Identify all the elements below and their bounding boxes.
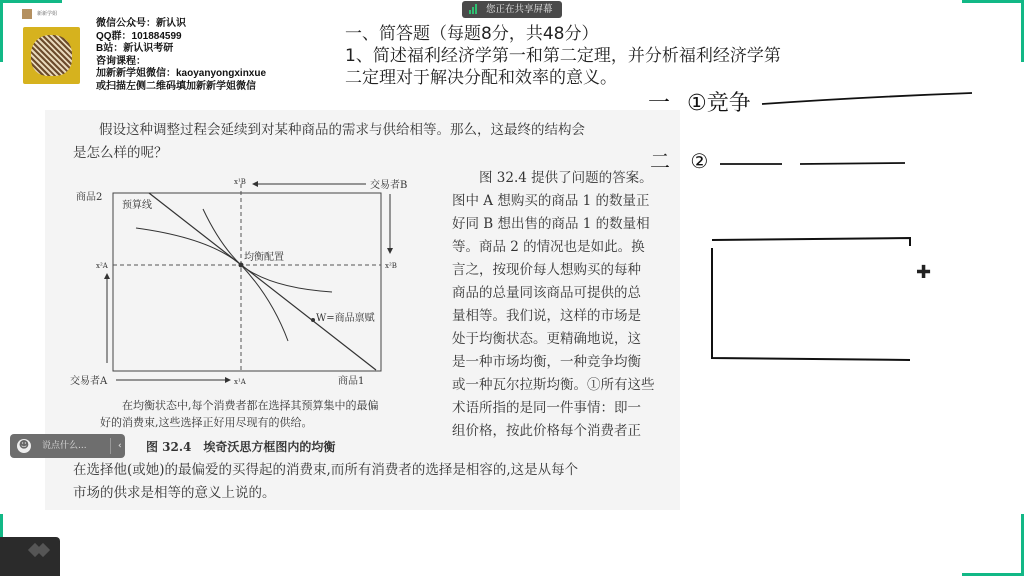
cursor-move-icon: ✚ bbox=[916, 262, 932, 283]
label-good1: 商品1 bbox=[338, 376, 365, 387]
question-heading: 一、简答题（每题8分，共48分） bbox=[345, 24, 599, 44]
text-line: 处于均衡状态。更精确地说，这 bbox=[452, 331, 641, 347]
label-xA2: x²A bbox=[96, 262, 108, 270]
text-line: 假设这种调整过程会延续到对某种商品的需求与供给相等。那么，这最终的结构会 bbox=[99, 122, 585, 138]
chat-input[interactable]: 说点什么... bbox=[42, 441, 87, 451]
text-line: 在均衡状态中,每个消费者都在选择其预算集中的最偏 bbox=[122, 399, 379, 412]
hw-prefix: 二 bbox=[650, 149, 670, 173]
handwriting-row-1 bbox=[648, 86, 751, 117]
chat-input-bar[interactable] bbox=[10, 434, 125, 458]
collapse-chevron-icon[interactable]: ‹ bbox=[118, 441, 122, 451]
frame-corner bbox=[0, 0, 62, 3]
avatar bbox=[22, 9, 32, 19]
hw-mark: ② bbox=[690, 149, 709, 173]
edgeworth-box bbox=[60, 170, 445, 390]
text-line: 等。商品 2 的情况也是如此。换 bbox=[452, 239, 645, 255]
handwriting-strokes bbox=[640, 80, 1020, 380]
info-line: 微信公众号：新认识 bbox=[96, 18, 186, 29]
book-intro bbox=[73, 119, 585, 165]
frame-corner bbox=[0, 0, 3, 62]
text-line: 量相等。我们说，这样的市场是 bbox=[452, 308, 641, 324]
label-xB2: x²B bbox=[385, 262, 397, 270]
text-line: 市场的供求是相等的意义上说的。 bbox=[73, 485, 276, 501]
arrow-head bbox=[104, 273, 110, 279]
text-line: 好同 B 想出售的商品 1 的数量相 bbox=[452, 216, 650, 232]
question-line: 二定理对于解决分配和效率的意义。 bbox=[345, 68, 617, 88]
handwriting-row-2 bbox=[650, 145, 708, 174]
text-line: 在选择他(或她)的最偏爱的买得起的消费束,而所有消费者的选择是相容的,这是从每个 bbox=[73, 462, 579, 478]
label-trader-b: 交易者B bbox=[370, 180, 408, 191]
text-line: 图中 A 想购买的商品 1 的数量正 bbox=[452, 193, 650, 209]
budget-line bbox=[149, 193, 376, 370]
label-budget-line: 预算线 bbox=[122, 200, 152, 211]
qr-code[interactable] bbox=[23, 27, 80, 84]
label-endowment: W=商品禀赋 bbox=[316, 313, 375, 324]
label-xA1: x¹A bbox=[234, 378, 246, 386]
text-line: 图 32.4 提供了问题的答案。 bbox=[479, 170, 653, 186]
hw-word: 竞争 bbox=[706, 91, 751, 116]
book-bottom bbox=[73, 459, 578, 505]
info-line: QQ群：101884599 bbox=[96, 30, 182, 42]
figure-caption-text bbox=[100, 397, 379, 431]
text-line: 是怎么样的呢？ bbox=[73, 145, 168, 161]
emoji-icon[interactable]: ☻ bbox=[18, 440, 30, 451]
endowment-point bbox=[311, 318, 315, 322]
frame-corner bbox=[962, 0, 1024, 3]
text-line: 术语所指的是同一件事情：即一 bbox=[452, 400, 641, 416]
arrow-head bbox=[387, 248, 393, 254]
label-equilibrium: 均衡配置 bbox=[244, 252, 284, 263]
screen-share-banner[interactable] bbox=[462, 1, 562, 18]
text-line: 商品的总量同该商品可提供的总 bbox=[452, 285, 641, 301]
label-good2: 商品2 bbox=[76, 192, 103, 203]
info-line: 或扫描左侧二维码填加新新学姐微信 bbox=[96, 80, 256, 92]
info-line: 咨询课程： bbox=[96, 55, 146, 67]
arrow-head bbox=[225, 377, 231, 383]
indifference-curve-b bbox=[136, 228, 332, 292]
bottom-dock[interactable] bbox=[0, 537, 60, 576]
qr-logo-label: 新新学姐 bbox=[37, 11, 58, 17]
text-line: 或一种瓦尔拉斯均衡。①所有这些 bbox=[452, 377, 655, 393]
question-block bbox=[345, 23, 781, 89]
label-xB1: x¹B bbox=[234, 178, 246, 186]
share-label: 您正在共享屏幕 bbox=[486, 4, 553, 15]
indifference-curve-a bbox=[203, 209, 288, 341]
info-line: B站：新认识考研 bbox=[96, 43, 174, 54]
arrow-head bbox=[252, 181, 258, 187]
hw-prefix: 一 bbox=[648, 91, 671, 116]
book-right-column bbox=[452, 167, 655, 443]
contact-info bbox=[96, 18, 266, 93]
hw-mark: ① bbox=[687, 91, 707, 116]
figure-caption-title: 图 32.4 埃奇沃思方框图内的均衡 bbox=[146, 440, 336, 454]
text-line: 好的消费束,这些选择正好用尽现有的供给。 bbox=[100, 416, 313, 429]
box-frame bbox=[113, 193, 381, 371]
label-trader-a: 交易者A bbox=[70, 376, 108, 387]
text-line: 是一种市场均衡，一种竞争均衡 bbox=[452, 354, 641, 370]
text-line: 组价格，按此价格每个消费者正 bbox=[452, 423, 641, 439]
equilibrium-point bbox=[239, 263, 244, 268]
divider bbox=[110, 438, 111, 454]
text-line: 言之，按现价每人想购买的每种 bbox=[452, 262, 641, 278]
question-line: 1、简述福利经济学第一和第二定理，并分析福利经济学第 bbox=[345, 46, 781, 66]
info-line: 加新新学姐微信：kaoyanyongxinxue bbox=[96, 68, 267, 79]
